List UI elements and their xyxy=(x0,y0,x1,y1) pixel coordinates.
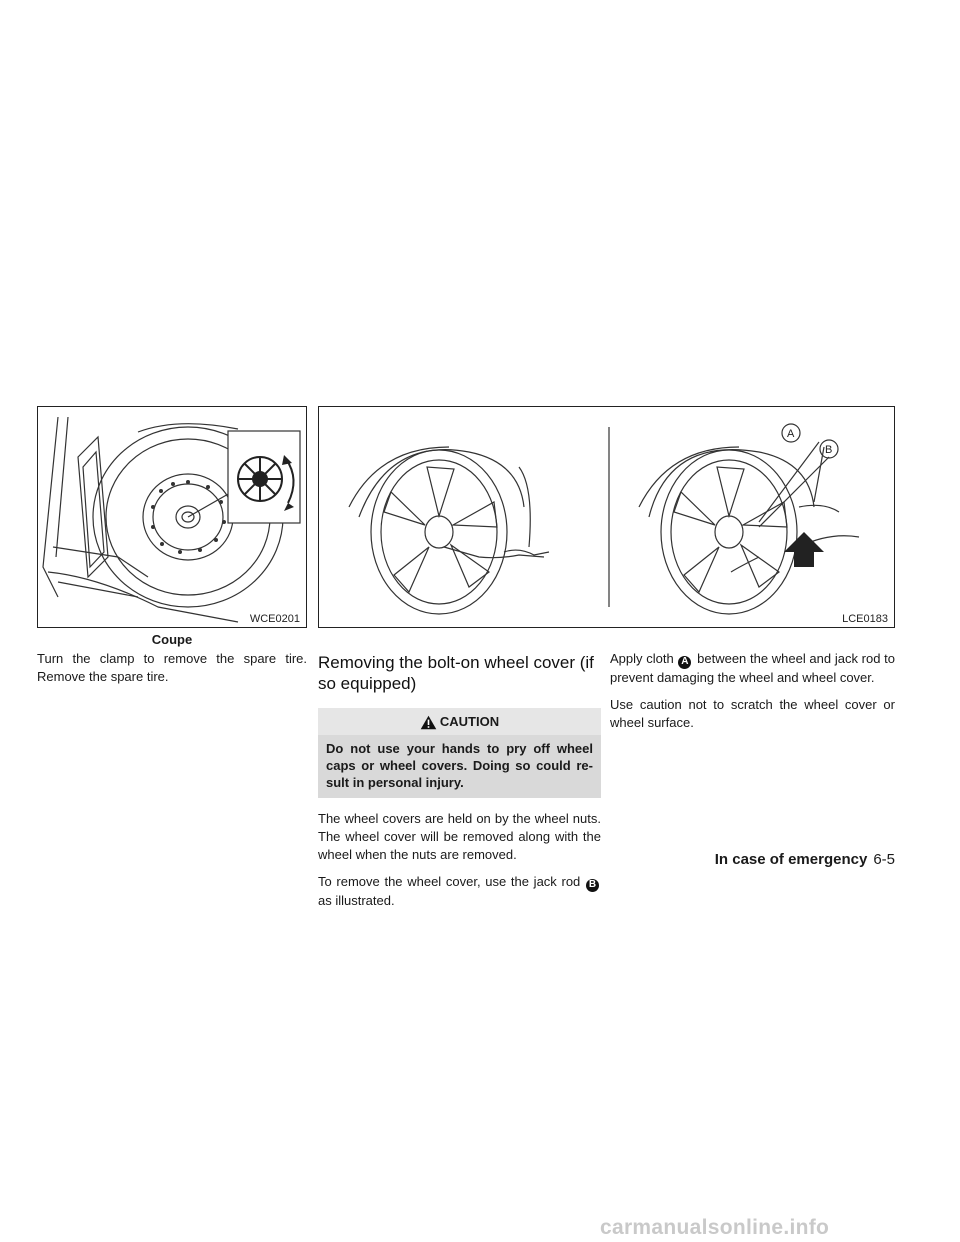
spare-tire-drawing xyxy=(38,407,307,628)
paragraph xyxy=(318,873,601,910)
figure-caption: Coupe xyxy=(151,632,193,647)
paragraph-text: Apply cloth xyxy=(610,651,674,666)
section-name: In case of emergency xyxy=(714,851,868,868)
callout-a-label: A xyxy=(787,428,795,440)
spare-tire-illustration xyxy=(37,406,307,628)
caution-text: Do not use your hands to pry off wheel caps or wheel covers. Doing so could re-sult in personal injury. xyxy=(326,741,593,790)
caution-title: CAUTION xyxy=(439,714,500,729)
section-heading: Removing the bolt-on wheel cover (if so equipped) xyxy=(318,653,594,693)
caution-box xyxy=(318,708,601,798)
up-arrow-icon xyxy=(784,532,824,567)
paragraph: Use caution not to scratch the wheel cover or wheel surface. xyxy=(610,696,895,730)
paragraph-text: To remove the wheel cover, use the jack rod xyxy=(318,874,581,889)
paragraph-text: between the wheel and jack rod to prevent damaging the wheel and wheel cover. xyxy=(610,651,895,685)
callout-b-badge: B xyxy=(586,879,599,892)
page-footer xyxy=(715,851,895,868)
column-3 xyxy=(610,650,895,741)
figure-code: WCE0201 xyxy=(249,613,300,625)
paragraph: The wheel covers are held on by the wheel nuts. The wheel cover will be removed along with the wheel when the nuts are removed. xyxy=(318,811,601,862)
wheel-cover-drawing xyxy=(319,407,895,628)
caution-header xyxy=(318,708,601,735)
paragraph: Turn the clamp to remove the spare tire. Remove the spare tire. xyxy=(37,651,307,684)
callout-a-badge: A xyxy=(678,656,691,669)
watermark: carmanualsonline.info xyxy=(600,1216,830,1239)
callout-b-label: B xyxy=(825,444,833,456)
paragraph xyxy=(610,650,895,687)
paragraph-text: as illustrated. xyxy=(318,892,395,908)
wheel-cover-illustration xyxy=(318,406,895,628)
figure-code: LCE0183 xyxy=(842,613,888,625)
warning-triangle-icon xyxy=(420,715,437,730)
column-2 xyxy=(318,652,601,919)
page-number: 6-5 xyxy=(873,851,895,868)
column-1 xyxy=(37,650,307,695)
